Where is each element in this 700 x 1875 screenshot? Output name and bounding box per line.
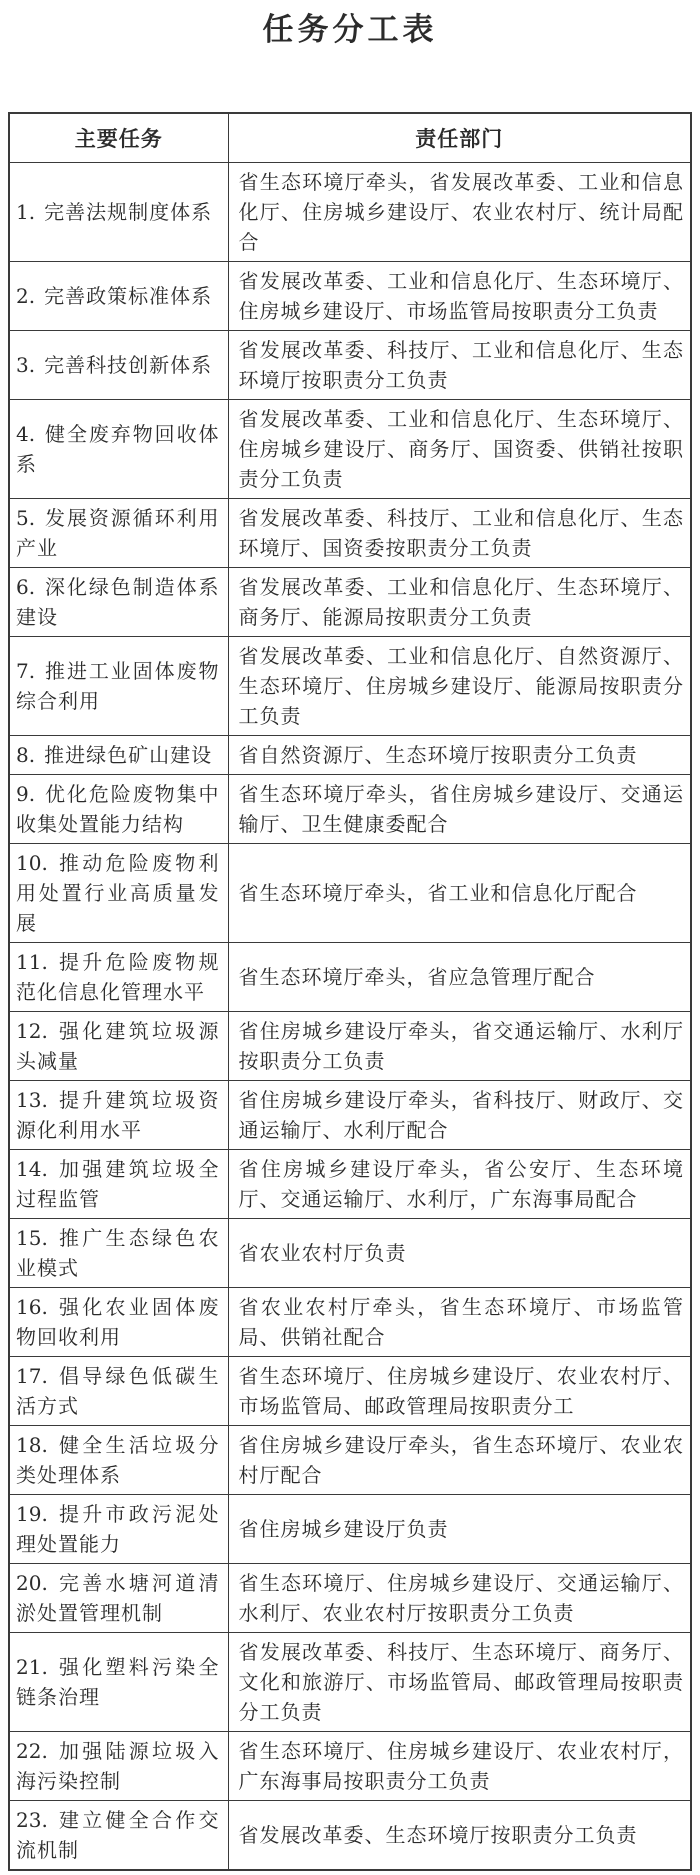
task-label: 提升危险废物规范化信息化管理水平: [16, 950, 220, 1004]
task-cell: [9, 844, 228, 943]
task-number: 18.: [16, 1433, 48, 1457]
task-label: 推动危险废物利用处置行业高质量发展: [16, 851, 220, 935]
header-task: 主要任务: [9, 113, 228, 163]
table-row: [9, 844, 691, 943]
task-number: 20.: [16, 1571, 48, 1595]
table-row: [9, 499, 691, 568]
task-cell: [9, 637, 228, 736]
table-row: [9, 400, 691, 499]
task-cell: [9, 1495, 228, 1564]
task-cell: [9, 736, 228, 775]
task-number: 9.: [16, 782, 36, 806]
task-cell: [9, 1219, 228, 1288]
task-label: 倡导绿色低碳生活方式: [16, 1364, 220, 1418]
department-cell: 省发展改革委、科技厅、工业和信息化厅、生态环境厅、国资委按职责分工负责: [228, 499, 691, 568]
page-title: 任务分工表: [262, 12, 438, 48]
department-cell: 省生态环境厅牵头，省应急管理厅配合: [228, 943, 691, 1012]
task-cell: [9, 1732, 228, 1801]
task-label: 完善水塘河道清淤处置管理机制: [16, 1571, 220, 1625]
task-cell: [9, 1801, 228, 1871]
department-cell: 省发展改革委、工业和信息化厅、自然资源厅、生态环境厅、住房城乡建设厅、能源局按职责分工负责: [228, 637, 691, 736]
task-label: 提升建筑垃圾资源化利用水平: [16, 1088, 220, 1142]
task-number: 2.: [16, 284, 36, 308]
table-row: [9, 736, 691, 775]
department-cell: 省住房城乡建设厅牵头，省公安厅、生态环境厅、交通运输厅、水利厅，广东海事局配合: [228, 1150, 691, 1219]
department-cell: 省发展改革委、工业和信息化厅、生态环境厅、住房城乡建设厅、市场监管局按职责分工负责: [228, 262, 691, 331]
task-number: 8.: [16, 743, 36, 767]
task-label: 加强建筑垃圾全过程监管: [16, 1157, 220, 1211]
task-label: 健全废弃物回收体系: [16, 422, 220, 476]
table-row: [9, 568, 691, 637]
task-number: 17.: [16, 1364, 48, 1388]
task-label: 加强陆源垃圾入海污染控制: [16, 1739, 220, 1793]
department-cell: 省生态环境厅牵头，省住房城乡建设厅、交通运输厅、卫生健康委配合: [228, 775, 691, 844]
department-cell: 省生态环境厅、住房城乡建设厅、农业农村厅、市场监管局、邮政管理局按职责分工: [228, 1357, 691, 1426]
department-cell: 省农业农村厅负责: [228, 1219, 691, 1288]
department-cell: 省生态环境厅牵头，省发展改革委、工业和信息化厅、住房城乡建设厅、农业农村厅、统计局配合: [228, 163, 691, 262]
table-row: [9, 1426, 691, 1495]
task-cell: [9, 1081, 228, 1150]
table-row: [9, 1564, 691, 1633]
department-cell: 省发展改革委、科技厅、生态环境厅、商务厅、文化和旅游厅、市场监管局、邮政管理局按职责分工负责: [228, 1633, 691, 1732]
task-cell: [9, 262, 228, 331]
task-number: 11.: [16, 950, 48, 974]
department-cell: 省住房城乡建设厅牵头，省科技厅、财政厅、交通运输厅、水利厅配合: [228, 1081, 691, 1150]
table-row: [9, 1495, 691, 1564]
header-department: 责任部门: [228, 113, 691, 163]
task-label: 推进绿色矿山建设: [44, 743, 213, 767]
department-cell: 省发展改革委、工业和信息化厅、生态环境厅、住房城乡建设厅、商务厅、国资委、供销社按职责分工负责: [228, 400, 691, 499]
task-label: 推进工业固体废物综合利用: [16, 659, 220, 713]
table-row: [9, 1012, 691, 1081]
task-number: 12.: [16, 1019, 48, 1043]
table-row: [9, 331, 691, 400]
department-cell: 省住房城乡建设厅牵头，省生态环境厅、农业农村厅配合: [228, 1426, 691, 1495]
task-cell: [9, 943, 228, 1012]
table-row: [9, 1801, 691, 1871]
department-cell: 省发展改革委、生态环境厅按职责分工负责: [228, 1801, 691, 1871]
task-number: 6.: [16, 575, 36, 599]
table-row: [9, 1288, 691, 1357]
task-label: 深化绿色制造体系建设: [16, 575, 220, 629]
department-cell: 省生态环境厅牵头，省工业和信息化厅配合: [228, 844, 691, 943]
task-label: 强化农业固体废物回收利用: [16, 1295, 220, 1349]
task-cell: [9, 1288, 228, 1357]
task-cell: [9, 1426, 228, 1495]
task-number: 10.: [16, 851, 48, 875]
table-row: [9, 775, 691, 844]
task-label: 完善法规制度体系: [44, 200, 213, 224]
task-cell: [9, 1357, 228, 1426]
table-row: [9, 1219, 691, 1288]
task-number: 16.: [16, 1295, 48, 1319]
table-row: [9, 637, 691, 736]
task-label: 完善政策标准体系: [44, 284, 213, 308]
department-cell: 省发展改革委、工业和信息化厅、生态环境厅、商务厅、能源局按职责分工负责: [228, 568, 691, 637]
table-row: [9, 1150, 691, 1219]
task-cell: [9, 1012, 228, 1081]
task-label: 强化塑料污染全链条治理: [16, 1655, 220, 1709]
table-row: [9, 1081, 691, 1150]
task-label: 建立健全合作交流机制: [16, 1808, 220, 1862]
task-label: 提升市政污泥处理处置能力: [16, 1502, 220, 1556]
task-label: 健全生活垃圾分类处理体系: [16, 1433, 220, 1487]
task-number: 5.: [16, 506, 36, 530]
task-number: 1.: [16, 200, 36, 224]
task-cell: [9, 400, 228, 499]
department-cell: 省农业农村厅牵头，省生态环境厅、市场监管局、供销社配合: [228, 1288, 691, 1357]
table-row: [9, 1732, 691, 1801]
task-label: 发展资源循环利用产业: [16, 506, 220, 560]
task-number: 23.: [16, 1808, 48, 1832]
task-cell: [9, 331, 228, 400]
task-cell: [9, 1150, 228, 1219]
task-label: 优化危险废物集中收集处置能力结构: [16, 782, 220, 836]
department-cell: 省生态环境厅、住房城乡建设厅、交通运输厅、水利厅、农业农村厅按职责分工负责: [228, 1564, 691, 1633]
task-cell: [9, 163, 228, 262]
table-row: [9, 943, 691, 1012]
task-number: 13.: [16, 1088, 48, 1112]
department-cell: 省住房城乡建设厅负责: [228, 1495, 691, 1564]
table-row: [9, 163, 691, 262]
department-cell: 省住房城乡建设厅牵头，省交通运输厅、水利厅按职责分工负责: [228, 1012, 691, 1081]
table-row: [9, 262, 691, 331]
department-cell: 省自然资源厅、生态环境厅按职责分工负责: [228, 736, 691, 775]
table-row: [9, 1633, 691, 1732]
task-number: 14.: [16, 1157, 48, 1181]
task-number: 15.: [16, 1226, 48, 1250]
task-label: 完善科技创新体系: [44, 353, 213, 377]
task-label: 推广生态绿色农业模式: [16, 1226, 220, 1280]
task-number: 22.: [16, 1739, 48, 1763]
header-row: [9, 113, 691, 163]
table-body: [9, 163, 691, 1871]
task-label: 强化建筑垃圾源头减量: [16, 1019, 220, 1073]
task-cell: [9, 499, 228, 568]
task-number: 3.: [16, 353, 36, 377]
task-number: 21.: [16, 1655, 48, 1679]
department-cell: 省生态环境厅、住房城乡建设厅、农业农村厅，广东海事局按职责分工负责: [228, 1732, 691, 1801]
document-page: [0, 8, 700, 1871]
task-number: 4.: [16, 422, 36, 446]
task-cell: [9, 775, 228, 844]
task-cell: [9, 1564, 228, 1633]
task-cell: [9, 568, 228, 637]
task-number: 19.: [16, 1502, 48, 1526]
department-cell: 省发展改革委、科技厅、工业和信息化厅、生态环境厅按职责分工负责: [228, 331, 691, 400]
task-number: 7.: [16, 659, 36, 683]
task-cell: [9, 1633, 228, 1732]
table-row: [9, 1357, 691, 1426]
task-division-table: [8, 112, 692, 1871]
